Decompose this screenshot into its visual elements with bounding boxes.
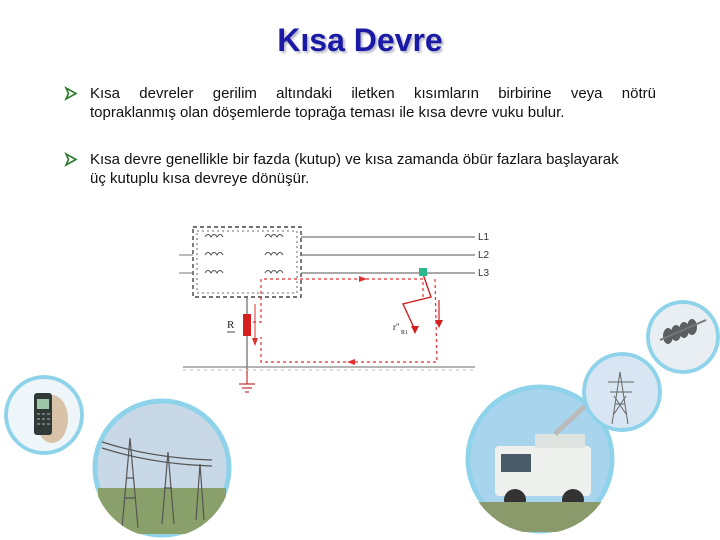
- bullet-item-2: [66, 150, 656, 188]
- phase-lines: [301, 237, 475, 273]
- power-lines-photo: [92, 398, 232, 538]
- grounding-resistor: [243, 314, 251, 336]
- ground-icon: [239, 367, 255, 392]
- bullet-item-1: [66, 84, 656, 122]
- bullet-arrow-icon: [64, 150, 78, 169]
- phase-label-l2: L2: [478, 250, 490, 261]
- transmission-tower-photo: [582, 352, 662, 432]
- resistor-label: R: [227, 319, 235, 331]
- phase-label-l3: L3: [478, 268, 490, 279]
- short-circuit-diagram: [175, 222, 505, 397]
- bullet-1-line-2: topraklanmış olan döşemlerde toprağa teması ile kısa devre vuku bulur.: [90, 104, 565, 121]
- slide-title: Kısa Devre: [277, 22, 443, 58]
- bullet-1-line-1: Kısa devreler gerilim altındaki iletken kısımların birbirine veya nötrü: [90, 85, 656, 102]
- bullet-2-line-1: Kısa devre genellikle bir fazda (kutup) ve kısa zamanda öbür fazlara başlayarak: [90, 151, 619, 168]
- insulator-photo: [646, 300, 720, 374]
- transformer-box: [193, 227, 301, 297]
- fault-resistance-label: r″: [393, 322, 400, 332]
- transformer-coils: [205, 235, 283, 274]
- fault-resistance-subscript: R1: [401, 330, 409, 336]
- phase-label-l1: L1: [478, 232, 490, 243]
- fault-current-path: [253, 279, 437, 362]
- fault-arc: [403, 274, 431, 330]
- bullet-arrow-icon: [64, 84, 78, 103]
- mobile-phone-photo: [4, 375, 84, 455]
- bullet-2-line-2: üç kutuplu kısa devreye dönüşür.: [90, 170, 310, 187]
- fault-point: [419, 268, 427, 276]
